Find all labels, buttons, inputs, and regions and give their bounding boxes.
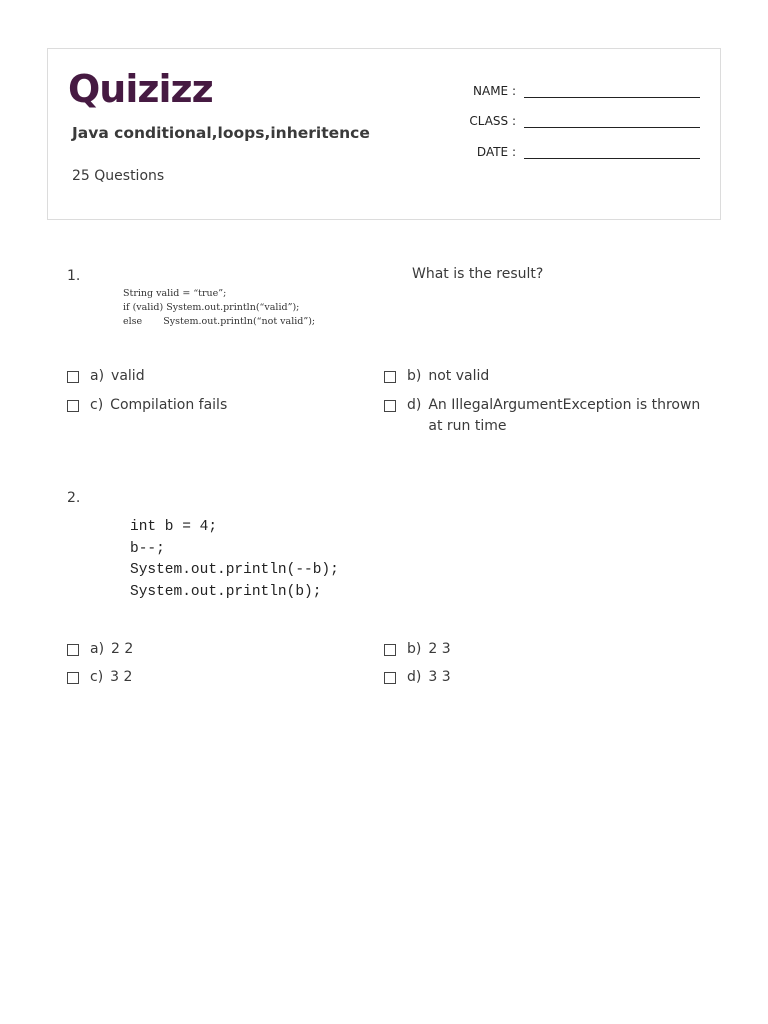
checkbox-icon[interactable] (67, 644, 79, 656)
checkbox-icon[interactable] (67, 400, 79, 412)
option-letter: a) (90, 641, 105, 657)
question-code: String valid = “true”; if (valid) System.out.println(“valid”); else System.out.println(“not valid”); (123, 288, 316, 327)
option-d[interactable] (384, 667, 708, 688)
checkbox-icon[interactable] (67, 672, 79, 684)
question-code: int b = 4; b--; System.out.println(--b); System.out.println(b); (130, 519, 339, 600)
option-text: 2 3 (428, 641, 451, 657)
class-label: CLASS : (469, 114, 516, 128)
option-a[interactable] (67, 366, 391, 387)
option-text: 2 2 (111, 641, 134, 657)
date-label: DATE : (476, 145, 516, 159)
checkbox-icon[interactable] (67, 371, 79, 383)
option-b[interactable] (384, 366, 708, 387)
option-letter: b) (407, 641, 422, 657)
option-letter: c) (90, 669, 104, 685)
quizizz-logo: Quizizz (68, 67, 213, 111)
option-letter: b) (407, 368, 422, 384)
question-number: 1. (67, 268, 81, 284)
option-c[interactable] (67, 667, 390, 688)
class-field (456, 113, 700, 128)
date-line (524, 144, 700, 159)
option-text: valid (111, 368, 145, 384)
class-line (524, 113, 700, 128)
option-b[interactable] (384, 639, 708, 660)
checkbox-icon[interactable] (384, 672, 396, 684)
option-text: An IllegalArgumentException is thrown at run time (428, 397, 701, 434)
date-field (456, 144, 700, 159)
option-letter: c) (90, 397, 104, 413)
checkbox-icon[interactable] (384, 371, 396, 383)
option-text: Compilation fails (110, 397, 228, 413)
option-letter: a) (90, 368, 105, 384)
question-count: 25 Questions (72, 168, 165, 184)
option-c[interactable] (67, 395, 390, 416)
option-text: 3 2 (110, 669, 133, 685)
option-letter: d) (407, 669, 422, 685)
question-number: 2. (67, 490, 81, 506)
option-a[interactable] (67, 639, 391, 660)
option-d[interactable] (384, 395, 700, 437)
name-line (524, 83, 700, 98)
worksheet-header (47, 48, 721, 220)
question-prompt: What is the result? (412, 266, 544, 282)
option-text: 3 3 (428, 669, 451, 685)
option-text: not valid (428, 368, 490, 384)
checkbox-icon[interactable] (384, 400, 396, 412)
name-label: NAME : (473, 84, 516, 98)
name-field (456, 83, 700, 98)
option-letter: d) (407, 397, 422, 413)
quiz-title: Java conditional,loops,inheritence (72, 124, 370, 142)
checkbox-icon[interactable] (384, 644, 396, 656)
